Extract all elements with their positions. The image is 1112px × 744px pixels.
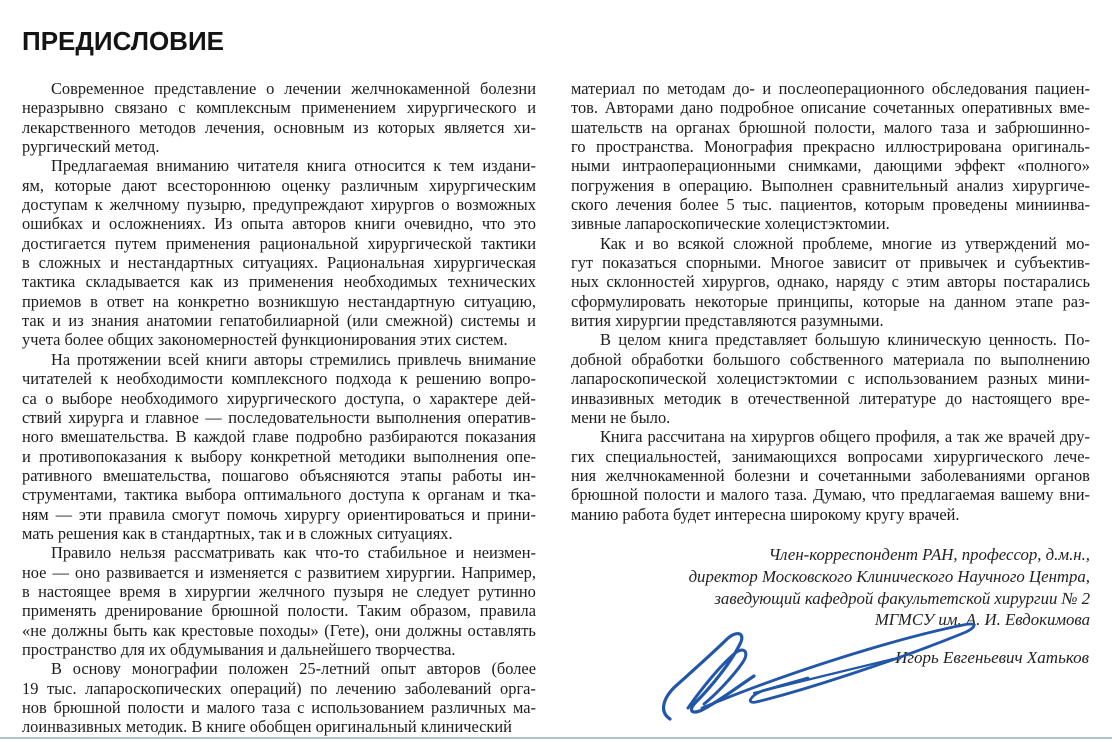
text-line: В целом книга представляет большую клиническую ценность. По- <box>600 330 1090 350</box>
text-line: Книга рассчитана на хирургов общего профиля, а так же врачей дру- <box>600 427 1090 447</box>
text-line: нов брюшной полости и малого таза с использованием различных ма- <box>22 698 536 717</box>
paragraph <box>571 330 1090 427</box>
text-line: добной обработки большого собственного материала по выполнению <box>571 349 1090 369</box>
text-line: гих специальностей, занимающихся вопросами хирургического лече- <box>571 446 1090 466</box>
attribution-line: директор Московского Клинического Научного Центра, <box>688 566 1090 586</box>
text-line: В основу монографии положен 25-летний опыт авторов (более <box>51 659 536 679</box>
text-line: доступам к желчному пузырю, предупреждают хирургов о возможных <box>22 195 536 215</box>
text-line: лоинвазивных методик. В книге обобщен оригинальный клинический <box>22 717 512 737</box>
paragraph <box>22 79 536 156</box>
paragraph <box>571 234 1090 331</box>
text-line: брюшной полости и малого таза. Думаю, что предлагаемая вашему вни- <box>571 485 1090 505</box>
paragraph <box>571 79 1090 234</box>
text-line: лекарственного методов лечения, основным из которых является хи- <box>22 117 536 137</box>
text-line: ского лечения более 5 тыс. пациентов, которым проведены миниинва- <box>571 195 1090 215</box>
author-name: Игорь Евгеньевич Хатьков <box>895 648 1089 667</box>
attribution-block <box>571 544 1090 631</box>
text-line: достигается путем применения рациональной хирургической тактики <box>22 233 536 253</box>
text-line: неразрывно связано с комплексным применением хирургического и <box>22 98 536 118</box>
text-line: ными интраоперационными снимками, дающими эффект «полного» <box>571 156 1090 176</box>
text-line: учета более общих закономерностей функционирования этих систем. <box>22 330 508 350</box>
text-line: и противопоказания к выбору конкретной методики выполнения опе- <box>22 446 536 466</box>
page-title: ПРЕДИСЛОВИЕ <box>22 26 224 56</box>
paragraph <box>22 659 536 736</box>
text-line: так и из знания анатомии гепатобилиарной (или смежной) системы и <box>22 311 536 331</box>
right-text-column <box>571 79 1090 524</box>
footer-rule <box>0 737 1112 739</box>
text-line: ративного вмешательства, пошагово объясняются этапы работы ин- <box>22 465 536 485</box>
left-text-column <box>22 79 536 737</box>
paragraph <box>22 350 536 543</box>
signature-scrawl <box>658 616 1078 731</box>
text-line: зивные лапароскопические холецистэктомии. <box>571 214 890 234</box>
text-line: Предлагаемая вниманию читателя книга относится к тем издани- <box>51 156 536 176</box>
attribution-line: заведующий кафедрой факультетской хирургии № 2 <box>714 588 1090 608</box>
text-line: На протяжении всей книги авторы стремились привлечь внимание <box>51 349 536 369</box>
text-line: Правило нельзя рассматривать как что-то стабильное и неизмен- <box>51 543 536 563</box>
text-line: материал по методам до- и послеоперационного обследования пациен- <box>571 79 1090 98</box>
text-line: тов. Авторами дано подробное описание сочетанных оперативных вме- <box>571 98 1090 118</box>
text-line: инвазивных методик в отечественной литературе до настоящего вре- <box>571 388 1090 408</box>
text-line: 19 тыс. лапароскопических операций) по лечению заболеваний орга- <box>22 678 536 698</box>
text-line: лапароскопической холецистэктомии с использованием разных мини- <box>571 369 1090 389</box>
text-line: погружения в операцию. Выполнен сравнительный анализ хирургиче- <box>571 175 1090 195</box>
text-line: ное — оно развивается и изменяется с развитием хирургии. Например, <box>22 562 536 582</box>
text-line: ных склонностей хирургов, однако, наряду с этим авторы постарались <box>571 272 1090 292</box>
attribution-line: Член-корреспондент РАН, профессор, д.м.н., <box>768 545 1090 564</box>
text-line: гут показаться спорными. Многое зависит от привычек и субъектив- <box>571 253 1090 273</box>
text-line: мени не было. <box>571 407 671 427</box>
text-line: «не должны быть как крестовые походы» (Гете), они должны оставлять <box>22 620 536 640</box>
text-line: в настоящее время в хирургии желчного пузыря не следует рутинно <box>22 581 536 601</box>
text-line: ния желчнокаменной болезни и сочетанными заболеваниями органов <box>571 465 1090 485</box>
text-line: применять дренирование брюшной полости. Таким образом, правила <box>22 601 536 621</box>
text-line: струментами, тактика выбора оптимального доступа к органам и тка- <box>22 485 536 505</box>
text-line: ням — эти правила смогут помочь хирургу ориентироваться и прини- <box>22 504 536 524</box>
text-line: сформулировать некоторые принципы, которые на данном этапе раз- <box>571 291 1090 311</box>
text-line: пространство для их обдумывания и дальнейшего творчества. <box>22 639 456 659</box>
paragraph <box>571 427 1090 524</box>
text-line: в сложных и нестандартных ситуациях. Рациональная хирургическая <box>22 253 536 273</box>
text-line: мать решения как в стандартных, так и в сложных ситуациях. <box>22 523 453 543</box>
text-line: са о выборе необходимого хирургического доступа, о характере дей- <box>22 388 536 408</box>
text-line: ям, которые дают всестороннюю оценку различным хирургическим <box>22 175 536 195</box>
text-line: манию работа будет интересна широкому кругу врачей. <box>571 504 960 524</box>
text-line: рургический метод. <box>22 137 160 157</box>
text-line: ного вмешательства. В каждой главе подробно разбираются показания <box>22 427 536 447</box>
attribution-line: МГМСУ им. А. И. Евдокимова <box>874 610 1090 630</box>
text-line: ствий хирурга и главное — последовательности выполнения оператив- <box>22 407 536 427</box>
text-line: шательств на органах брюшной полости, малого таза и забрюшинно- <box>571 117 1090 137</box>
text-line: Как и во всякой сложной проблеме, многие из утверждений мо- <box>600 233 1090 253</box>
paragraph <box>22 156 536 349</box>
text-line: го пространства. Монография прекрасно иллюстрирована оригиналь- <box>571 137 1090 157</box>
text-line: Современное представление о лечении желчнокаменной болезни <box>51 79 536 98</box>
text-line: тактика складывается как из применения необходимых технических <box>22 272 536 292</box>
text-line: вития хирургии представляются разумными. <box>571 311 884 331</box>
text-line: приемов в ответ на конкретно возникшую нестандартную ситуацию, <box>22 291 536 311</box>
text-line: ошибках и осложнениях. Из опыта авторов книги очевидно, что это <box>22 214 536 234</box>
paragraph <box>22 543 536 659</box>
text-line: читателей к необходимости комплексного подхода к решению вопро- <box>22 369 536 389</box>
